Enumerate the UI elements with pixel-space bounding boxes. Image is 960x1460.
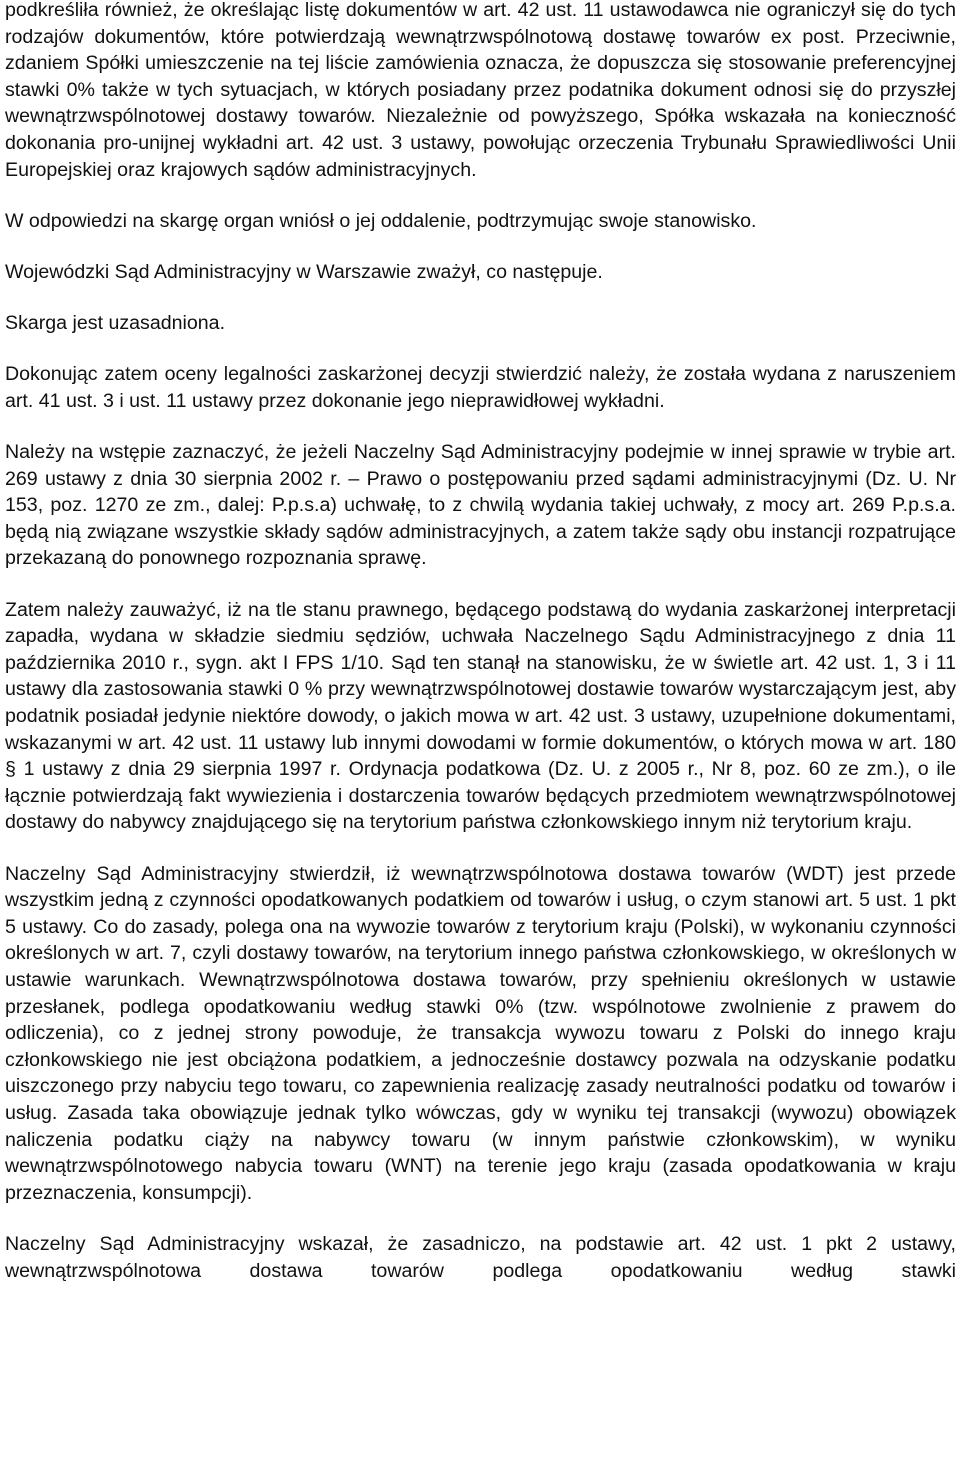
paragraph-1: podkreśliła również, że określając listę dokumentów w art. 42 ust. 11 ustawodawca nie ograniczył się do tych rodzajów dokumentów, które potwierdzają wewnątrzwspólnotową dostawę towarów ex post. Przeciwnie, zdaniem Spółki umieszczenie na tej liście zamówienia oznacza, że dopuszcza się stosowanie preferencyjnej stawki 0% także w tych sytuacjach, w których posiadany przez podatnika dokument odnosi się do przyszłej wewnątrzwspólnotowej dostawy towarów. Niezależnie od powyższego, Spółka wskazała na konieczność dokonania pro-unijnej wykładni art. 42 ust. 3 ustawy, powołując orzeczenia Trybunału Sprawiedliwości Unii Europejskiej oraz krajowych sądów administracyjnych.	[5, 0, 956, 181]
paragraph-9: Naczelny Sąd Administracyjny wskazał, że zasadniczo, na podstawie art. 42 ust. 1 pkt 2 ustawy, wewnątrzwspólnotowa dostawa towarów podlega opodatkowaniu według stawki	[5, 1232, 956, 1282]
paragraph-8: Naczelny Sąd Administracyjny stwierdził, iż wewnątrzwspólnotowa dostawa towarów (WDT) jest przede wszystkim jedną z czynności opodatkowanych podatkiem od towarów i usług, o czym stanowi art. 5 ust. 1 pkt 5 ustawy. Co do zasady, polega ona na wywozie towarów z terytorium kraju (Polski), w wykonaniu czynności określonych w art. 7, czyli dostawy towarów, na terytorium innego państwa członkowskiego, w określonych w ustawie warunkach. Wewnątrzwspólnotowa dostawa towarów, przy spełnieniu określonych w ustawie przesłanek, podlega opodatkowaniu według stawki 0% (tzw. wspólnotowe zwolnienie z prawem do odliczenia), co z jednej strony powoduje, że transakcja wywozu towaru z Polski do innego kraju członkowskiego nie jest obciążona podatkiem, a jednocześnie dostawcy pozwala na odzyskanie podatku uiszczonego przy nabyciu tego towaru, co zapewnienia realizację zasady neutralności podatku od towarów i usług. Zasada taka obowiązuje jednak tylko wówczas, gdy w wyniku tej transakcji (wywozu) obowiązek naliczenia podatku ciąży na nabywcy towaru (w innym państwie członkowskim), w wyniku wewnątrzwspólnotowego nabycia towaru (WNT) na terenie jego kraju (zasada opodatkowania w kraju przeznaczenia, konsumpcji).	[5, 862, 956, 1204]
paragraph-2: W odpowiedzi na skargę organ wniósł o jej oddalenie, podtrzymując swoje stanowisko.	[5, 209, 757, 232]
document-page	[5, 0, 956, 1309]
paragraph-6: Należy na wstępie zaznaczyć, że jeżeli Naczelny Sąd Administracyjny podejmie w innej sprawie w trybie art. 269 ustawy z dnia 30 sierpnia 2002 r. – Prawo o postępowaniu przed sądami administracyjnymi (Dz. U. Nr 153, poz. 1270 ze zm., dalej: P.p.s.a) uchwałę, to z chwilą wydania takiej uchwały, z mocy art. 269 P.p.s.a. będą nią związane wszystkie składy sądów administracyjnych, a zatem także sądy obu instancji rozpatrujące przekazaną do ponownego rozpoznania sprawę.	[5, 441, 956, 570]
paragraph-7: Zatem należy zauważyć, iż na tle stanu prawnego, będącego podstawą do wydania zaskarżonej interpretacji zapadła, wydana w składzie siedmiu sędziów, uchwała Naczelnego Sądu Administracyjnego z dnia 11 października 2010 r., sygn. akt I FPS 1/10. Sąd ten stanął na stanowisku, że w świetle art. 42 ust. 1, 3 i 11 ustawy dla zastosowania stawki 0 % przy wewnątrzwspólnotowej dostawie towarów wystarczającym jest, aby podatnik posiadał jedynie niektóre dowody, o jakich mowa w art. 42 ust. 3 ustawy, uzupełnione dokumentami, wskazanymi w art. 42 ust. 11 ustawy lub innymi dowodami w formie dokumentów, o których mowa w art. 180 § 1 ustawy z dnia 29 sierpnia 1997 r. Ordynacja podatkowa (Dz. U. z 2005 r., Nr 8, poz. 60 ze zm.), o ile łącznie potwierdzają fakt wywiezienia i dostarczenia towarów będących przedmiotem wewnątrzwspólnotowej dostawy do nabywcy znajdującego się na terytorium państwa członkowskiego innym niż terytorium kraju.	[5, 598, 956, 834]
paragraph-5: Dokonując zatem oceny legalności zaskarżonej decyzji stwierdzić należy, że została wydana z naruszeniem art. 41 ust. 3 i ust. 11 ustawy przez dokonanie jego nieprawidłowej wykładni.	[5, 363, 956, 412]
paragraph-4: Skarga jest uzasadniona.	[5, 312, 226, 335]
paragraph-3: Wojewódzki Sąd Administracyjny w Warszawie zważył, co następuje.	[5, 260, 603, 283]
